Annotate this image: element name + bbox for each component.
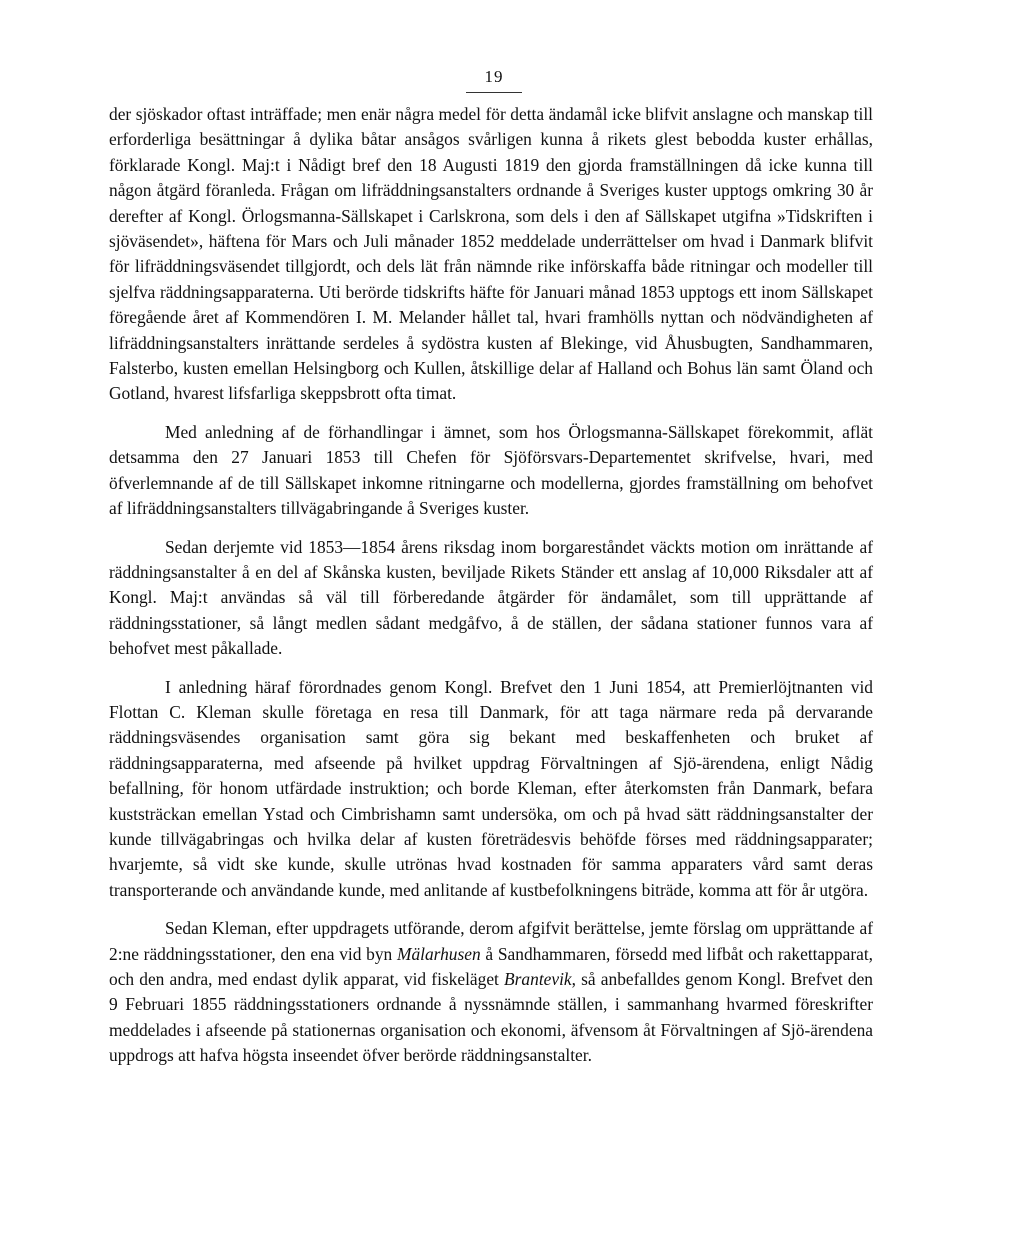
paragraph-5-part-1: Sedan Kleman, efter uppdragets utförande, derom afgifvit berättelse, jemte förslag om upprättande af 2:ne räddningsstationer, den ena vid byn [109, 918, 873, 964]
body-text [109, 102, 873, 1082]
paragraph-4: I anledning häraf förordnades genom Kongl. Brefvet den 1 Juni 1854, att Premierlöjtnanten vid Flottan C. Kleman skulle företaga en resa till Danmark, för att taga närmare reda på dervarande räddningsväsendes organisation samt göra sig bekant med beskaffenheten och bruket af räddningsapparaterna, med afseende på hvilket uppdrag Förvaltningen af Sjö-ärendena, enligt Nådig befallning, för honom utfärdade instruktion; och borde Kleman, efter återkomsten från Danmark, befara kuststräckan emellan Ystad och Cimbrishamn samt undersöka, om och på hvad sätt räddningsanstalter der kunde tillvägabringas och hvilka delar af kusten företrädesvis behöfde förses med räddningsapparater; hvarjemte, så vidt ske kunde, skulle utrönas hvad kostnaden för samma apparaters vård samt deras transporterande och användande kunde, med anlitande af kustbefolkningens biträde, komma att för år utgöra. [109, 676, 873, 900]
place-name-brantevik: Brantevik [504, 969, 572, 989]
page-number: 19 [484, 67, 504, 86]
paragraph-3: Sedan derjemte vid 1853—1854 årens riksdag inom borgareståndet väckts motion om inrättande af räddningsanstalter å en del af Skånska kusten, beviljade Rikets Ständer ett anslag af 10,000 Riksdaler att af Kongl. Maj:t användas så väl till förberedande åtgärder för ändamålet, som till upprättande af räddningsstationer, så långt medlen sådant medgåfvo, å de ställen, der sådana stationer funnos vara af behofvet mest påkallade. [109, 536, 873, 659]
paragraph-2: Med anledning af de förhandlingar i ämnet, som hos Örlogsmanna-Sällskapet förekommit, aflät detsamma den 27 Januari 1853 till Chefen för Sjöförsvars-Departementet skrifvelse, hvari, med öfverlemnande af de till Sällskapet inkomne ritningarne och modellerna, gjordes framställning om behofvet af lifräddningsanstalters tillvägabringande å Sveriges kuster. [109, 421, 873, 519]
page-number-rule [466, 92, 522, 93]
paragraph-1: der sjöskador oftast inträffade; men enär några medel för detta ändamål icke blifvit anslagne och manskap till erforderliga besättningar å dylika båtar ansågos svårligen kunna å rikets glest bebodda kuster erhållas, förklarade Kongl. Maj:t i Nådigt bref den 18 Augusti 1819 den gjorda framställningen då icke kunna till någon åtgärd föranleda. Frågan om lifräddningsanstalters ordnande å Sveriges kuster upptogs omkring 30 år derefter af Kongl. Örlogsmanna-Sällskapet i Carlskrona, som dels i den af Sällskapet utgifna »Tidskriften i sjöväsendet», häftena för Mars och Juli månader 1852 meddelade underrättelser om hvad i Danmark blifvit för lifräddningsväsendet tillgjordt, och dels lät från nämnde rike införskaffa både ritningar och modeller till sjelfva räddningsapparaterna. Uti berörde tidskrifts häfte för Januari månad 1853 upptogs ett inom Sällskapet föregående året af Kommendören I. M. Melander hållet tal, hvari framhölls nyttan och nödvändigheten af lifräddningsanstalters inrättande serdeles å sydöstra kusten af Blekinge, vid Åhusbugten, Sandhammaren, Falsterbo, kusten emellan Helsingborg och Kullen, åtskillige delar af Halland och Bohus län samt Öland och Gotland, hvarest lifsfarliga skeppsbrott ofta timat. [109, 104, 873, 404]
paragraph-5 [109, 916, 873, 1068]
paragraph-5-part-3: , så anbefalldes genom Kongl. Brefvet den 9 Februari 1855 räddningsstationers ordnande å nyssnämnde ställen, i sammanhang hvarmed föreskrifter meddelades i afseende på stationernas organisation och ekonomi, äfvensom åt Förvaltningen af Sjö-ärendena uppdrogs att hafva högsta inseendet öfver berörde räddningsanstalter. [109, 969, 873, 1066]
paragraph-5-part-2: å Sandhammaren, försedd med lifbåt och rakettapparat, och den andra, med endast dylik apparat, vid fiskeläget [109, 943, 874, 989]
place-name-malarhusen: Mälarhusen [396, 943, 481, 964]
